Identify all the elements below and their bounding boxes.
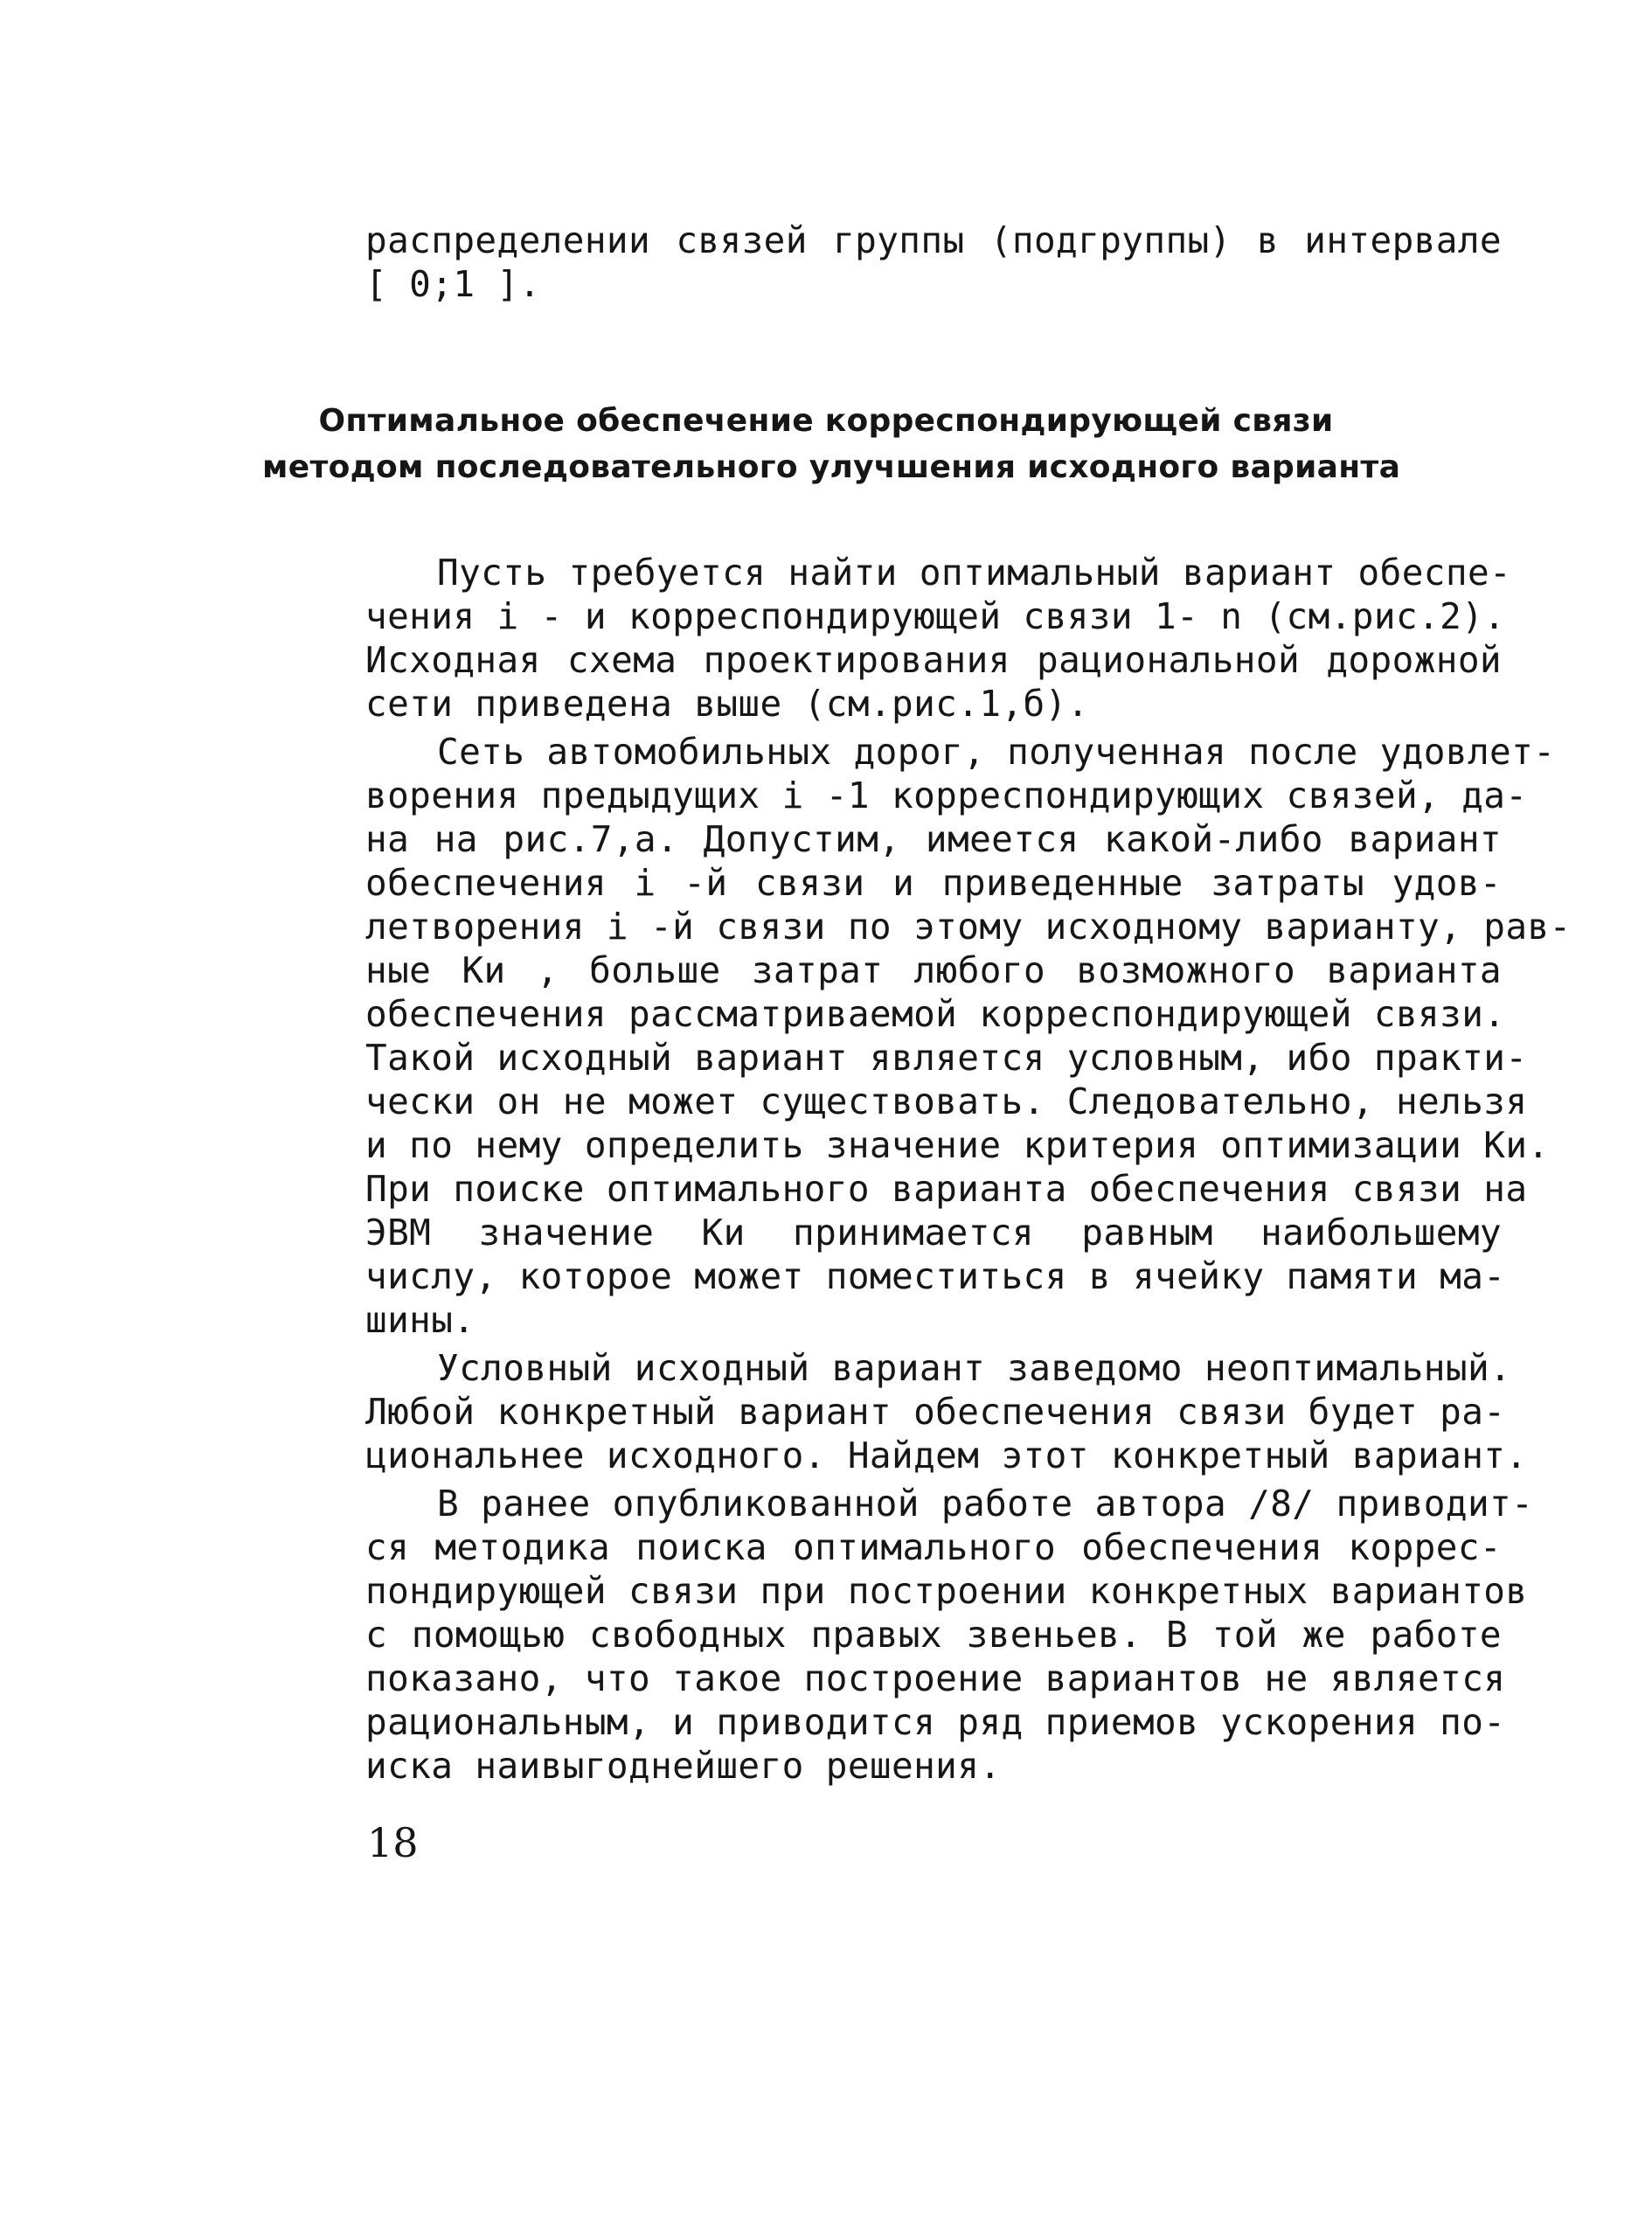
paragraph-1-line: Пусть требуется найти оптимальный вариант обеспе- — [437, 552, 1512, 594]
paragraph-4-line: иска наивыгоднейшего решения. — [365, 1745, 1002, 1787]
paragraph-3-line: Условный исходный вариант заведомо неоптимальный. — [437, 1347, 1512, 1389]
paragraph-2-line: ЭВМ значение Ки принимается равным наибольшему — [365, 1212, 1502, 1254]
paragraph-2-line: чески он не может существовать. Следовательно, нельзя — [365, 1080, 1528, 1122]
paragraph-2-line: шины. — [365, 1299, 475, 1341]
text-line: [ 0;1 ]. — [365, 263, 541, 305]
paragraph-3-line: циональнее исходного. Найдем этот конкретный вариант. — [365, 1434, 1528, 1476]
paragraph-2-line: Такой исходный вариант является условным, ибо практи- — [365, 1037, 1528, 1079]
paragraph-4-line: пондирующей связи при построении конкретных вариантов — [365, 1570, 1528, 1612]
text-line: распределении связей группы (подгруппы) в интервале — [365, 219, 1502, 261]
paragraph-2-line: и по нему определить значение критерия оптимизации Ки. — [365, 1124, 1550, 1166]
paragraph-4-line: В ранее опубликованной работе автора /8/ приводит- — [437, 1483, 1534, 1525]
paragraph-2-line: обеспечения рассматриваемой корреспондирующей связи. — [365, 993, 1506, 1035]
paragraph-4-line: ся методика поиска оптимального обеспечения коррес- — [365, 1526, 1502, 1568]
paragraph-2-line: Сеть автомобильных дорог, полученная после удовлет- — [437, 731, 1556, 773]
paragraph-2-line: ворения предыдущих i -1 корреспондирующих связей, да- — [365, 775, 1528, 816]
paragraph-1-line: чения i - и корреспондирующей связи 1- n (см.рис.2). — [365, 595, 1506, 637]
page-number: 18 — [367, 1819, 419, 1866]
paragraph-2-line: числу, которое может поместиться в ячейку памяти ма- — [365, 1255, 1506, 1297]
section-heading-line-2: методом последовательного улучшения исходного варианта — [262, 449, 1401, 485]
paragraph-2-line: летворения i -й связи по этому исходному варианту, рав- — [365, 906, 1572, 948]
paragraph-2-line: ные Ки , больше затрат любого возможного варианта — [365, 949, 1502, 991]
paragraph-4-line: рациональным, и приводится ряд приемов ускорения по- — [365, 1701, 1506, 1743]
paragraph-1-line: Исходная схема проектирования рациональной дорожной — [365, 639, 1502, 681]
paragraph-2-line: При поиске оптимального варианта обеспечения связи на — [365, 1168, 1528, 1210]
paragraph-2-line: на на рис.7,а. Допустим, имеется какой-либо вариант — [365, 818, 1502, 860]
paragraph-3-line: Любой конкретный вариант обеспечения связи будет ра- — [365, 1391, 1506, 1433]
paragraph-4-line: с помощью свободных правых звеньев. В той же работе — [365, 1614, 1502, 1656]
section-heading-line-1: Оптимальное обеспечение корреспондирующей связи — [318, 403, 1334, 439]
paragraph-1-line: сети приведена выше (см.рис.1,б). — [365, 683, 1089, 725]
paragraph-4-line: показано, что такое построение вариантов не является — [365, 1657, 1506, 1699]
paragraph-2-line: обеспечения i -й связи и приведенные затраты удов- — [365, 862, 1502, 904]
